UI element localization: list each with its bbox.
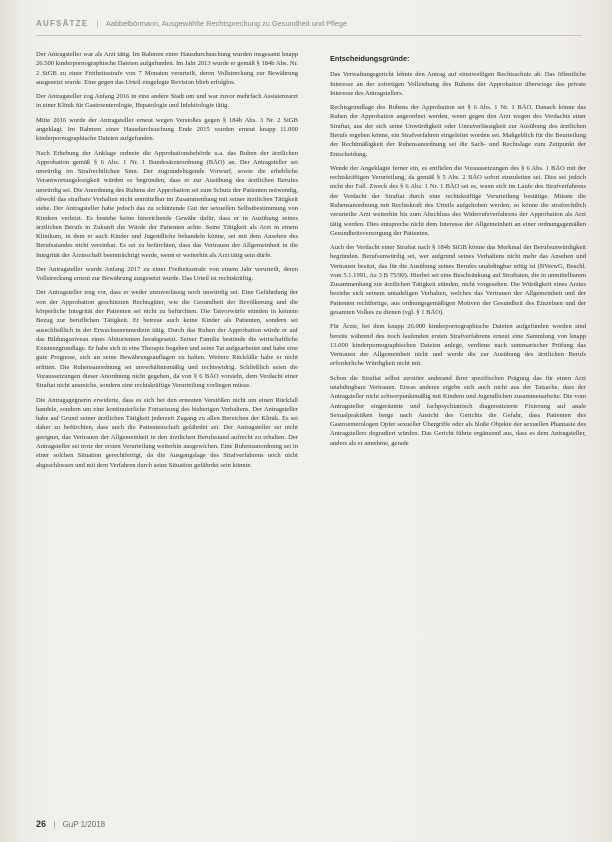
paragraph: Der Antragsteller zog Anfang 2016 in eine andere Stadt um und war zuvor mehrfach Assistenzarzt in einer Klinik für Gastroenterologie, Hepatologie und Infektiologie tätig.	[36, 93, 298, 110]
paragraph: Das Verwaltungsgericht lehnte den Antrag auf einstweiligen Rechtsschutz ab. Das öffentliche Interesse an der sofortigen Vollziehung des Ruhens der Approbation überwiege das private Interesse des Antragstellers.	[330, 71, 586, 97]
paragraph: Für Ärzte, bei dem knapp 26.000 kinderpornographische Dateien aufgefunden worden sind bereits während des noch laufenden ersten Strafverfahrens erneut eine Sammlung von knapp 13.000 kinderpornographischen Dateien anlege, verdiene nach summarischer Prüfung das Vertrauen der Allgemeinheit nicht und werde die zur Ausübung des ärztlichen Berufs erforderliche Würdigkeit nicht mit.	[330, 323, 586, 368]
paragraph: Schon die Straftat selbst zerstöre anderand ihrer spezifischen Prägung das für einen Arzt unabdingbare Vertrauen. Etwas anderes ergebe sich auch nicht aus der Tatsache, dass der Antragsteller nicht schwerpunktmäßig mit Kindern und Jugendlichen zusammenarbeite. Die vom Antragsteller eingeräumte und fachpsychiatrisch diagnostizierte Fixierung auf anale Sexualpraktiken berge nach Ansicht des Gerichts die Gefahr, dass Patienten des Gastroenterologen Opfer sexueller Übergriffe oder als bloße Objekte der sexuellen Phantasie des Antragstellers degradiert würden. Das Gericht führte ergänzend aus, dass es dem Antragsteller, anders als er annehme, gerade	[330, 374, 586, 447]
paragraph: Auch der Verdacht einer Straftat nach § 184b StGB könne das Merkmal der Berufsunwürdigkeit begründen. Berufsunwürdig sei, wer aufgrund seines Verhaltens nicht mehr das Ansehen und Vertrauen besitzt, das für die Ausübung seines Berufes unabdingbar nötig ist (BVerwG, Beschl. vom 5.1.1991, Az 3 B 75/90). Hierbei sei eine Beschränkung auf Straftaten, die in unmittelbarem Zusammenhang zur ärztlichen Tätigkeit stünden, nicht vorgesehen. Die Würdigkeit eines Arztes beziehe sich seinem untadeligen Verhalten, welches das Vertrauen der Allgemeinheit und der Patienten rechtfertige, aus ordnungsgemäßigen Motiven der Gesundheit des Einzelnen und der gesamten Volkes zu dienen (vgl. § 1 BÄO).	[330, 244, 586, 317]
journal-issue: GuP 1/2018	[62, 820, 106, 829]
paragraph: Nach Erhebung der Anklage ordnete die Approbationsbehörde u.a. das Ruhen der ärztlichen Approbation gemäß § 6 Abs. 1 Nr. 1 Bundesärzteordnung (BÄO) an. Der Antragsteller sei unwürdig im Strafrechtlichen Sinn. Der zugrundeliegende Vorwurf, sowie die erhebliche Verantwortungslosigkeit würden es begründen, dass er zur Ausübung des ärztlichen Berufes unwürdig sei. Die Anordnung des Ruhens der Approbation sei zum Schutz der Patienten notwendig, obwohl das strafbare Verhalten nicht unmittelbar im Zusammenhang mit seiner ärztlichen Tätigkeit stehe. Der Antragsteller habe jedoch das zu schützende Gut der sexuellen Selbstbestimmung von Kindern verletzt. Es bestehe keine hinreichende Gewähr dafür, dass er in Ausübung seines ärztlichen Berufs in Zukunft die Würde der Patienten achte. Seine Tätigkeit als Arzt in einem Klinikum, in dem er auch Kinder und Jugendliche behandeln könne, sei mit dem Ansehen des Berufsstandes nicht vereinbar. Es sei zu befürchten, dass das Vertrauen der Allgemeinheit in die Integrität der Ärzteschaft beeinträchtigt werde, wenn er weiterhin als Arzt tätig sein dürfe.	[36, 149, 298, 259]
footer-separator: |	[53, 820, 56, 829]
paragraph: Der Antragsteller wurde Anfang 2017 zu einer Freiheitsstrafe von einem Jahr verurteilt, deren Vollstreckung erneut zur Bewährung ausgesetzt wurde. Das Urteil ist rechtskräftig.	[36, 265, 298, 283]
right-column	[330, 50, 586, 794]
running-title: Aabbelbörmann, Ausgewählte Rechtsprechung zu Gesundheit und Pflege	[105, 19, 348, 28]
section-heading: Entscheidungsgründe:	[330, 54, 410, 63]
header-rule	[36, 35, 582, 36]
running-header	[36, 19, 582, 33]
paragraph: Der Antragsteller war als Arzt tätig. Im Rahmen einer Hausdurchsuchung wurden insgesamt knapp 26.500 kinderpornographische Dateien aufgefunden. Im Jahr 2013 wurde er gemäß § 184b Abs. Nr. 2 StGB zu einer Freiheitsstrafe von 7 Monaten verurteilt, deren Vollstreckung zur Bewährung ausgesetzt wurde. Eine gegen das Urteil eingelegte Revision blieb erfolglos.	[36, 51, 298, 86]
paragraph: Wende der Angeklagte ferner ein, es entfielen die Voraussetzungen des § 6 Abs. 1 BÄO mit der rechtskräftigen Verurteilung, da gemäß § 5 Abs. 2 BÄO sofort einzuleiten sei. Dies sei jedoch nicht der Fall. Zweck des § 6 Abs. 1 Nr. 1 BÄO sei es, wenn sich im Laufe des Strafverfahrens der Verdacht der Straftat durch eine rechtskräftige Verurteilung bestätige. Müsste die Ruhensanordnung mit Rechtskraft des Urteils aufgehoben werden, so könne die strafrechtlich verurteilte Arzt weiterhin bis zum Abschluss des Widerrufsverfahrens der Approbation als Arzt tätig werden. Dies entspreche nicht dem Interesse der Allgemeinheit an einer ordnungsgemäßen Gesundheitsversorgung der Patienten.	[330, 164, 586, 237]
paragraph: Der Antragsteller trug vor, dass er weder unzuverlässig noch unwürdig sei. Eine Gefährdung der von der Approbation geschützten Rechtsgüter, wie die Gesundheit der Bevölkerung und die körperliche Integrität der Patienten sei nicht zu befürchten. Die Tatvorwürfe stünden in keinem Bezug zur beruflichen Tätigkeit. Er betreue auch keine Kinder als Patienten, sondern sei ausschließlich in der Erwachsenenmedizin tätig. Durch das Ruhen der Approbation würde er auf das Bildungsniveau eines Abiturienten herabgesetzt. Seiner Familie bestünde die wirtschaftliche Existenzgrundlage. Er habe sich in eine Therapie begeben und seine Tat aufgearbeitet und habe eine gute Prognose, sich an seine Bewährungsauflagen zu halten. Weitere Rückfälle habe er nicht erlitten. Die Ruhensanordnung sei unverhältnismäßig und rechtswidrig. Schließlich seien die Voraussetzungen dieser Anordnung nicht gegeben, da von § 6 BÄO vorsieht, dem Verdacht einer Straftat nicht ausreiche, sondern eine rechtskräftige Verurteilung vorliegen müsse.	[36, 289, 298, 390]
section-label: AUFSÄTZE	[36, 19, 89, 28]
paragraph: Die Antragsgegnerin erwiderte, dass es sich bei den erneuten Verstößen nicht um einen Rückfall handele, sondern um eine kontinuierliche Fortsetzung des bisherigen Verhaltens. Der Antragsteller habe auf Grund seiner ärztlichen Tätigkeit jederzeit Zugang zu allen Bereichen der Klinik. Es sei daher zu befürchten, dass auch die Patientenschaft gefährdet sei. Der Antragsteller sei nicht geeignet, das Vertrauen der Allgemeinheit in den ärztlichen Berufsstand aufrecht zu erhalten. Der Antragsteller sei trotz der ersten Verurteilung weiterhin ausgewichen. Eine Ruhensanordnung sei in einer solchen Situation gerechtfertigt, da die Ausgangslage des Strafverfahrens noch nicht abgeschlossen und mit dem Verfahren durch seine Situation gefährdet sein könnte.	[36, 396, 298, 469]
paragraph: Rechtsgrundlage des Ruhens der Approbation sei § 6 Abs. 1 Nr. 1 BÄO. Danach könne das Ruhen der Approbation angeordnet werden, wenn gegen den Arzt wegen des Verdachts einer Straftat, aus der sich seine Unwürdigkeit oder Unzuverlässigkeit zur Ausübung des ärztlichen Berufs ergeben könne, ein Strafverfahren eingeleitet worden sei. Maßgeblich für die Beurteilung der Rechtmäßigkeit der Ruhensanordnung sei die Sach- und Rechtslage zum Zeitpunkt der Entscheidung.	[330, 104, 586, 158]
page-footer	[36, 819, 105, 831]
header-separator: |	[96, 19, 99, 28]
paragraph: Mitte 2016 wurde der Antragsteller erneut wegen Verstoßes gegen § 184b Abs. 3 Nr. 2 StGB angeklagt. Im Rahmen einer Hausdurchsuchung Ende 2015 wurden erneut knapp 11.000 kinderpornographische Dateien aufgefunden.	[36, 116, 298, 143]
page-number: 26	[36, 819, 47, 829]
left-column	[36, 50, 298, 792]
